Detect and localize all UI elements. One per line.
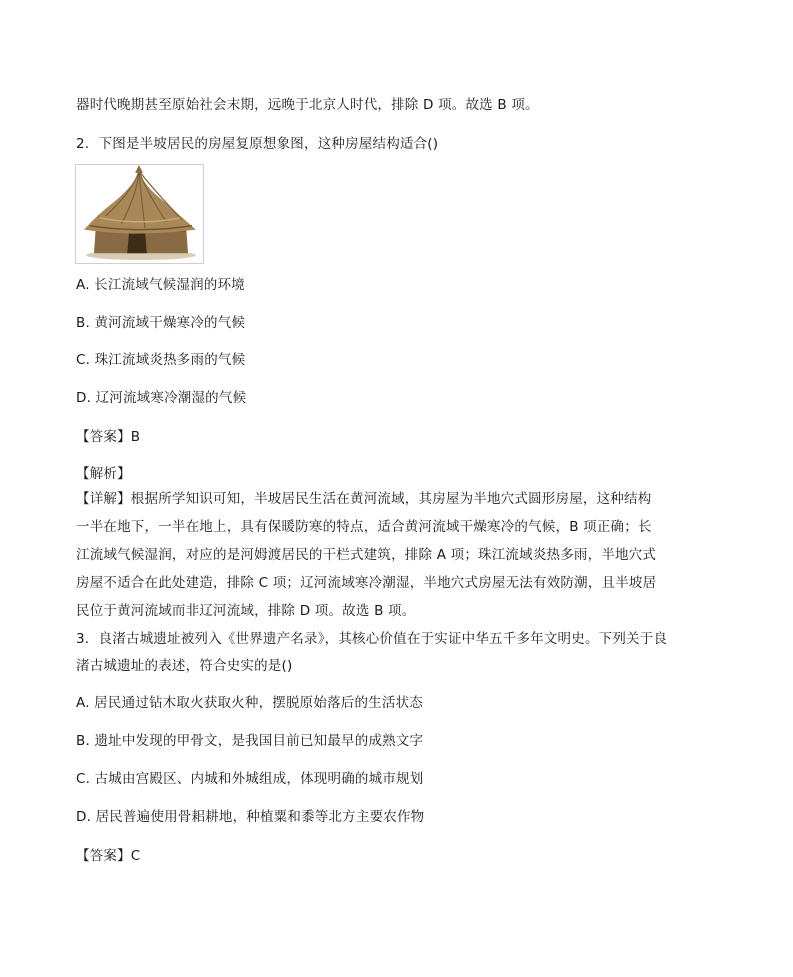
question-3-stem-line-2: 渚古城遗址的表述，符合史实的是() [76, 658, 293, 674]
q2-option-c: C. 珠江流域炎热多雨的气候 [76, 352, 246, 368]
q2-option-a: A. 长江流域气候湿润的环境 [76, 277, 245, 293]
q2-analysis-line-2: 一半在地下，一半在地上，具有保暖防寒的特点，适合黄河流域干燥寒冷的气候，B 项正确；长 [76, 519, 652, 535]
q3-option-a: A. 居民通过钻木取火获取火种，摆脱原始落后的生活状态 [76, 695, 423, 711]
q2-analysis-title: 【解析】 [76, 466, 131, 482]
intro-tail-text: 器时代晚期甚至原始社会末期，远晚于北京人时代，排除 D 项。故选 B 项。 [76, 97, 539, 113]
question-2-stem: 2．下图是半坡居民的房屋复原想象图，这种房屋结构适合() [76, 136, 439, 152]
q2-analysis-line-4: 房屋不适合在此处建造，排除 C 项；辽河流域寒冷潮湿，半地穴式房屋无法有效防潮，且半坡居 [76, 575, 657, 591]
q2-analysis-line-5: 民位于黄河流域而非辽河流域，排除 D 项。故选 B 项。 [76, 603, 416, 619]
q3-option-d: D. 居民普遍使用骨耜耕地，种植粟和黍等北方主要农作物 [76, 809, 425, 825]
q3-answer: 【答案】C [76, 848, 141, 864]
q3-option-c: C. 古城由宫殿区、内城和外城组成，体现明确的城市规划 [76, 771, 424, 787]
q2-analysis-line-1: 【详解】根据所学知识可知，半坡居民生活在黄河流域，其房屋为半地穴式圆形房屋，这种结构 [76, 491, 652, 507]
banpo-house-image [75, 164, 204, 264]
q2-option-d: D. 辽河流域寒冷潮湿的气候 [76, 390, 247, 406]
q2-option-b: B. 黄河流域干燥寒冷的气候 [76, 315, 246, 331]
q2-answer: 【答案】B [76, 429, 141, 445]
q3-option-b: B. 遗址中发现的甲骨文，是我国目前已知最早的成熟文字 [76, 733, 424, 749]
q2-analysis-line-3: 江流域气候湿润，对应的是河姆渡居民的干栏式建筑，排除 A 项；珠江流域炎热多雨，半地穴式 [76, 547, 657, 563]
question-3-stem-line-1: 3．良渚古城遗址被列入《世界遗产名录》，其核心价值在于实证中华五千多年文明史。下列关于良 [76, 631, 668, 647]
